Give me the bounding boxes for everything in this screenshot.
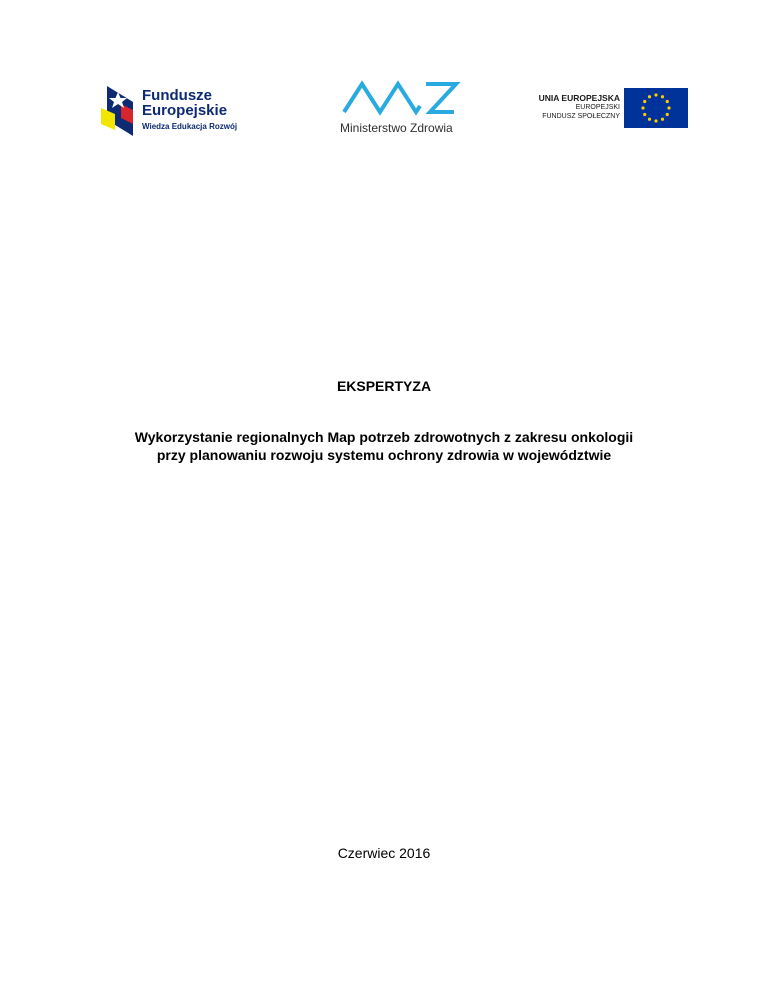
unia-logo-line3: FUNDUSZ SPOŁECZNY: [542, 113, 620, 120]
unia-logo-line2: EUROPEJSKI: [575, 104, 620, 111]
eu-star-icon: [667, 106, 670, 109]
fundusze-europejskie-logo: [101, 84, 261, 140]
eu-star-icon: [661, 95, 664, 98]
fundusze-logo-line1: Fundusze: [142, 87, 212, 104]
eu-flag-icon: [624, 88, 688, 128]
fundusze-logo-tagline: Wiedza Edukacja Rozwój: [142, 122, 238, 131]
eu-star-icon: [654, 93, 657, 96]
unia-europejska-logo: [530, 88, 690, 130]
eu-star-icon: [661, 118, 664, 121]
unia-logo-line1: UNIA EUROPEJSKA: [538, 93, 620, 103]
fundusze-europejskie-emblem-icon: [101, 84, 139, 138]
ministerstwo-zdrowia-wave-icon: [342, 80, 462, 118]
document-type-heading: EKSPERTYZA: [336, 378, 432, 394]
document-title-line2: przy planowaniu rozwoju systemu ochrony zdrowia w województwie: [156, 447, 612, 463]
eu-star-icon: [641, 106, 644, 109]
ministerstwo-zdrowia-logo: [332, 80, 472, 140]
document-date: Czerwiec 2016: [337, 845, 431, 861]
eu-star-icon: [648, 118, 651, 121]
eu-star-icon: [643, 100, 646, 103]
ministerstwo-zdrowia-label: Ministerstwo Zdrowia: [340, 121, 453, 135]
eu-star-icon: [666, 113, 669, 116]
eu-star-icon: [654, 119, 657, 122]
fundusze-logo-line2: Europejskie: [142, 102, 228, 119]
eu-star-icon: [643, 113, 646, 116]
eu-star-icon: [648, 95, 651, 98]
document-title-line1: Wykorzystanie regionalnych Map potrzeb zdrowotnych z zakresu onkologii: [134, 429, 634, 445]
eu-star-icon: [666, 100, 669, 103]
